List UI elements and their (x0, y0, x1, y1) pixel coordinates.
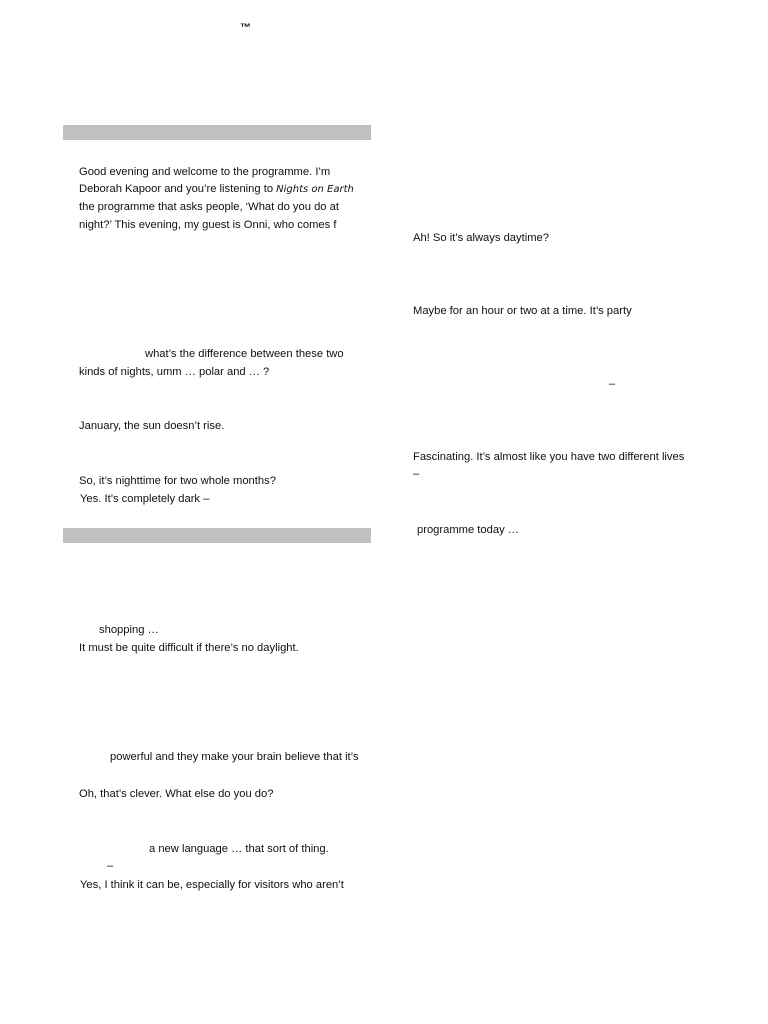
january-line: January, the sun doesn’t rise. (79, 420, 225, 432)
daytime-line: Ah! So it’s always daytime? (413, 232, 549, 244)
difference-line-1: what’s the difference between these two (145, 348, 344, 360)
difference-line-2: kinds of nights, umm … polar and … ? (79, 366, 270, 378)
intro-line-1: Good evening and welcome to the programme. I’m (79, 166, 331, 178)
language-line: a new language … that sort of thing. (149, 843, 329, 855)
dash-right-1: – (609, 378, 616, 390)
party-line: Maybe for an hour or two at a time. It’s party (413, 305, 632, 317)
show-title: Nights on Earth (276, 184, 354, 195)
dash-right-2: – (413, 468, 420, 480)
intro-line-4: night?’ This evening, my guest is Onni, who comes f (79, 219, 337, 231)
section-divider-bar-2 (63, 528, 371, 543)
dark-answer: Yes. It’s completely dark – (80, 493, 210, 505)
powerful-line: powerful and they make your brain believe that it’s (110, 751, 359, 763)
trademark-symbol: ™ (240, 22, 251, 34)
intro-line-3: the programme that asks people, ‘What do you do at (79, 201, 339, 213)
today-line: programme today … (417, 524, 519, 536)
visitors-line: Yes, I think it can be, especially for visitors who aren’t (80, 879, 344, 891)
nighttime-question: So, it’s nighttime for two whole months? (79, 475, 276, 487)
shopping-line: shopping … (99, 624, 159, 636)
difficult-line: It must be quite difficult if there’s no daylight. (79, 642, 299, 654)
clever-line: Oh, that’s clever. What else do you do? (79, 788, 274, 800)
section-divider-bar-1 (63, 125, 371, 140)
dash-left: – (107, 860, 114, 872)
intro-line-2: Deborah Kapoor and you’re listening to Nights on Earth (79, 183, 354, 195)
fascinating-line: Fascinating. It’s almost like you have two different lives (413, 451, 685, 463)
